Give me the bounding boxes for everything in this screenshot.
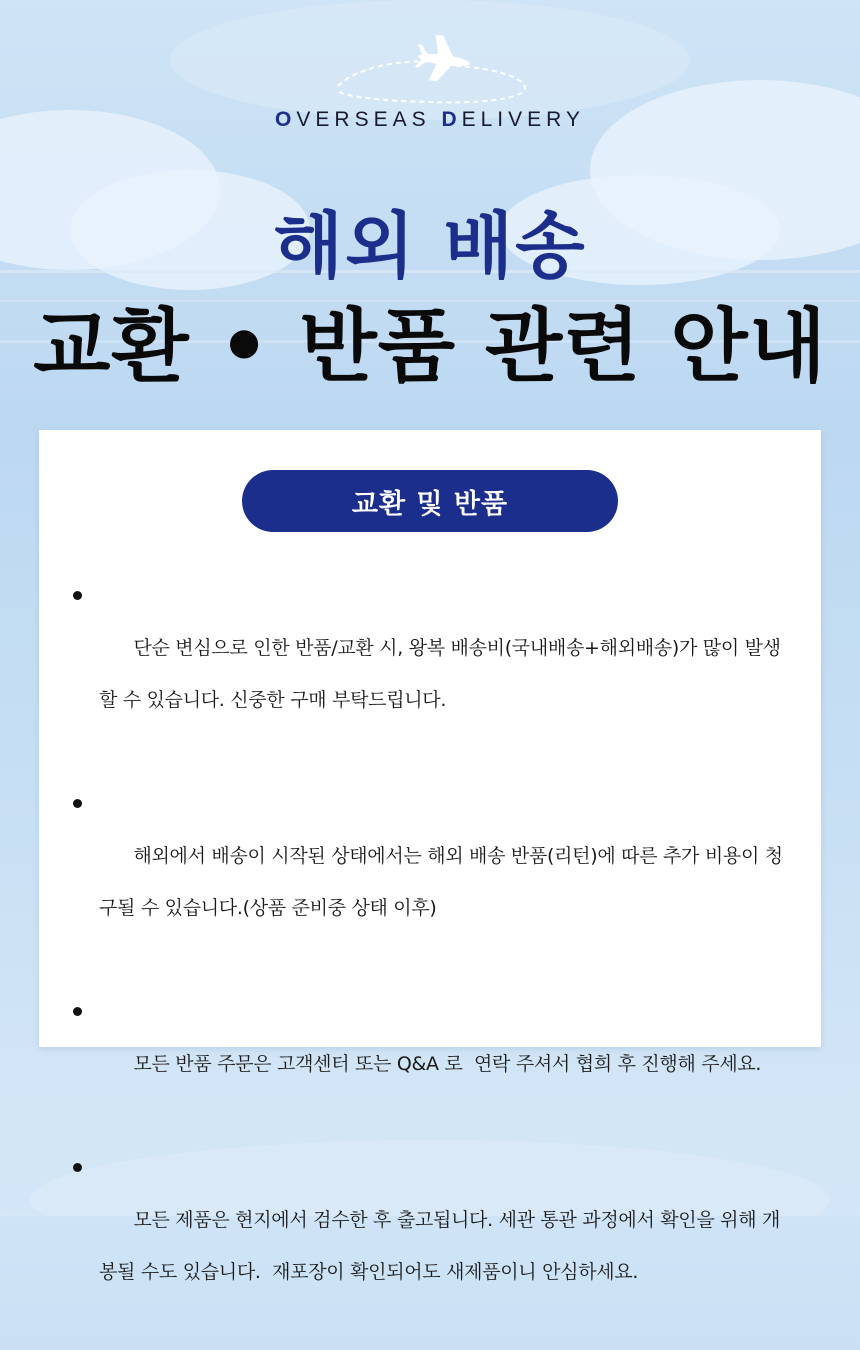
- page-title-overseas-shipping: 해외 배송: [273, 204, 587, 288]
- bullet-dot-icon: [73, 799, 82, 808]
- eyebrow-initial-d: D: [441, 108, 462, 131]
- eyebrow-word-overseas: VERSEAS: [296, 108, 431, 131]
- airplane-icon: [320, 28, 540, 108]
- eyebrow-initial-o: O: [275, 108, 297, 131]
- list-item: [73, 778, 793, 986]
- notice-text: 단순 변심으로 인한 반품/교환 시, 왕복 배송비(국내배송+해외배송)가 많이 발생할 수 있습니다. 신중한 구매 부탁드립니다.: [99, 637, 781, 711]
- section-label-pill: 교환 및 반품: [242, 470, 618, 532]
- notice-list: [73, 570, 793, 1350]
- notice-text: 모든 반품 주문은 고객센터 또는 Q&A 로 연락 주셔서 협희 후 진행해 주세요.: [133, 1053, 762, 1075]
- list-item: [73, 986, 793, 1142]
- list-item: [73, 1142, 793, 1350]
- bullet-dot-icon: [73, 1163, 82, 1172]
- exchange-return-card: [39, 430, 821, 1283]
- notice-text: 해외에서 배송이 시작된 상태에서는 해외 배송 반품(리턴)에 따른 추가 비용이 청구될 수 있습니다.(상품 준비중 상태 이후): [99, 845, 783, 919]
- bullet-dot-icon: [73, 591, 82, 600]
- eyebrow-word-delivery: ELIVERY: [461, 108, 585, 131]
- page-title-exchange-return-guide: 교환 • 반품 관련 안내: [33, 300, 827, 393]
- list-item: [73, 570, 793, 778]
- notice-text: 모든 제품은 현지에서 검수한 후 출고됩니다. 세관 통관 과정에서 확인을 위해 개봉될 수도 있습니다. 재포장이 확인되어도 새제품이니 안심하세요.: [99, 1209, 781, 1283]
- bullet-dot-icon: [73, 1007, 82, 1016]
- overseas-delivery-eyebrow: [0, 108, 860, 132]
